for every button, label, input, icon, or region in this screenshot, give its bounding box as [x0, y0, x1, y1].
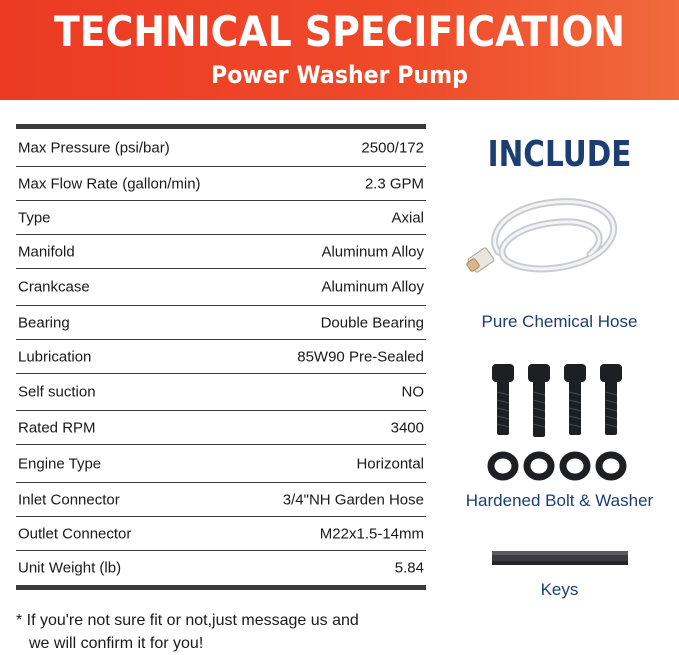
- footnote: [16, 609, 436, 655]
- spec-label: Crankcase: [18, 278, 90, 296]
- spec-value: M22x1.5-14mm: [319, 525, 424, 542]
- spec-value: Aluminum Alloy: [321, 243, 424, 260]
- spec-label: Max Flow Rate (gallon/min): [18, 175, 201, 192]
- spec-value: Double Bearing: [320, 314, 424, 331]
- include-item-label: Hardened Bolt & Washer: [465, 491, 654, 510]
- spec-row: [16, 306, 426, 340]
- spec-value: 3/4"NH Garden Hose: [282, 491, 424, 508]
- spec-value: 3400: [390, 419, 424, 436]
- page-subtitle: Power Washer Pump: [211, 61, 468, 89]
- spec-label: Rated RPM: [18, 419, 96, 436]
- spec-row: [16, 374, 426, 411]
- spec-label: Unit Weight (lb): [18, 559, 122, 577]
- spec-label: Outlet Connector: [18, 525, 132, 542]
- spec-row: [16, 167, 426, 201]
- page-title: TECHNICAL SPECIFICATION: [53, 7, 626, 56]
- spec-row: [16, 445, 426, 483]
- spec-label: Type: [18, 209, 51, 226]
- spec-label: Engine Type: [18, 455, 102, 472]
- include-item-label: Pure Chemical Hose: [481, 312, 638, 331]
- spec-row: [16, 551, 426, 590]
- include-item-label: Keys: [540, 580, 579, 599]
- spec-value: 5.84: [394, 559, 424, 577]
- spec-value: Horizontal: [356, 455, 424, 472]
- spec-value: 85W90 Pre-Sealed: [297, 348, 424, 365]
- spec-value: Aluminum Alloy: [321, 278, 424, 296]
- spec-row: [16, 517, 426, 551]
- spec-label: Lubrication: [18, 348, 92, 365]
- spec-row: [16, 340, 426, 374]
- spec-label: Manifold: [18, 243, 75, 260]
- spec-value: NO: [401, 383, 424, 401]
- footnote-line: we will confirm it for you!: [29, 635, 204, 652]
- footnote-line: * If you're not sure fit or not,just message us and: [16, 612, 359, 629]
- spec-label: Max Pressure (psi/bar): [18, 139, 170, 156]
- spec-label: Inlet Connector: [18, 491, 120, 508]
- bolt-washer-icon: [486, 362, 632, 482]
- spec-row: [16, 129, 426, 167]
- spec-row: [16, 235, 426, 269]
- chemical-hose-icon: [466, 194, 626, 294]
- key-bar-icon: [490, 548, 630, 568]
- spec-row: [16, 201, 426, 235]
- spec-row: [16, 411, 426, 445]
- spec-value: 2500/172: [361, 139, 424, 156]
- spec-label: Bearing: [18, 314, 70, 331]
- spec-row: [16, 269, 426, 306]
- spec-table: [16, 124, 426, 590]
- spec-row: [16, 483, 426, 517]
- spec-label: Self suction: [18, 383, 96, 401]
- header-banner: [0, 0, 679, 100]
- spec-value: 2.3 GPM: [364, 175, 424, 192]
- spec-value: Axial: [391, 209, 424, 226]
- include-title: INCLUDE: [487, 134, 632, 175]
